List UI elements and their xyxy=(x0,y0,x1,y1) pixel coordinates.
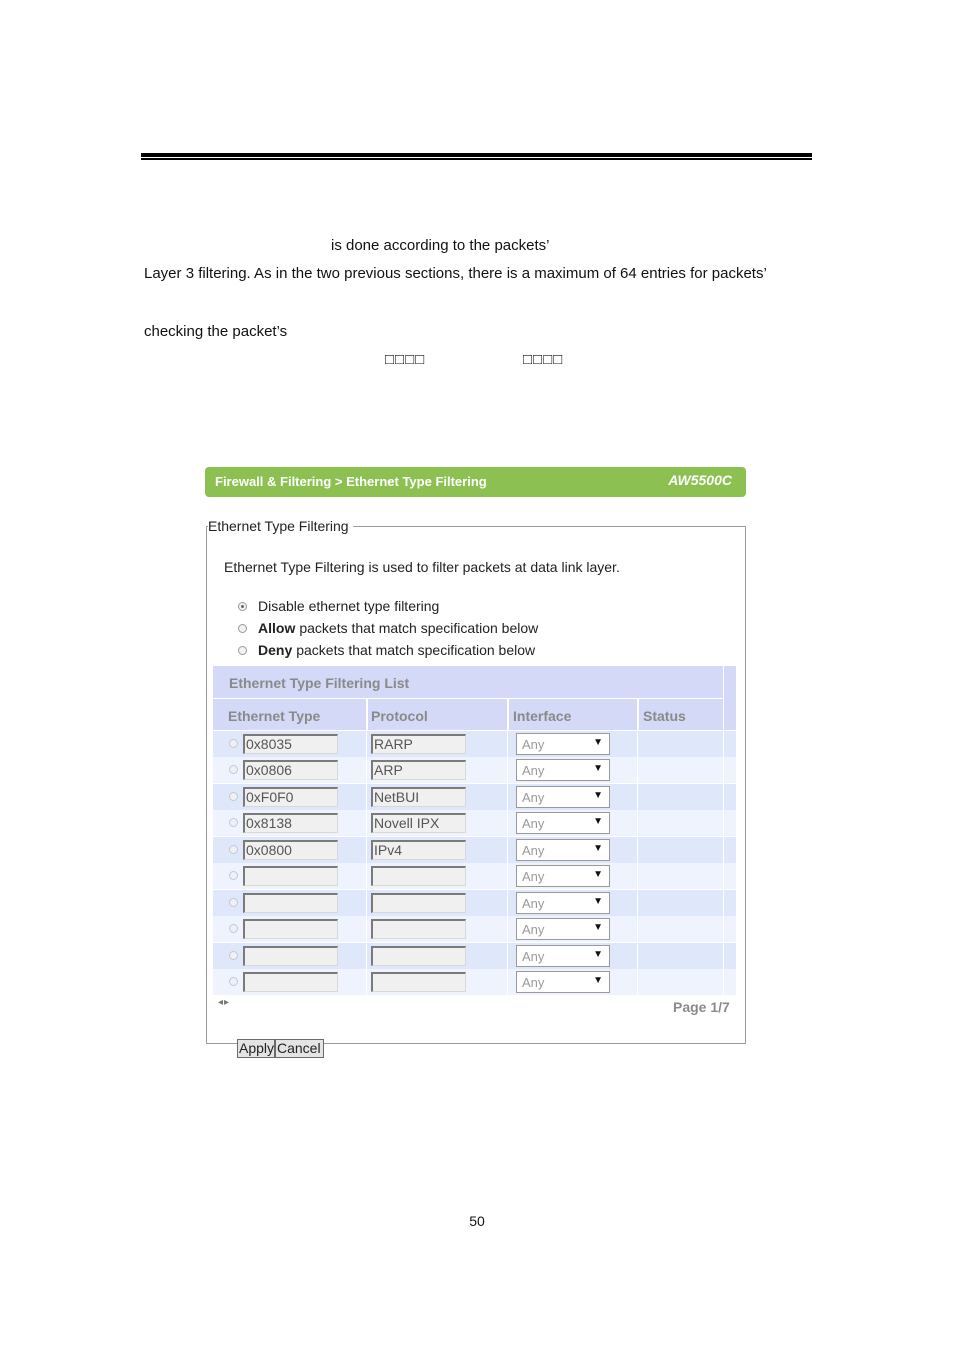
protocol-input[interactable] xyxy=(371,919,466,939)
dropdown-arrow-icon: ▼ xyxy=(593,737,603,748)
interface-select[interactable] xyxy=(516,839,610,861)
table-row xyxy=(213,837,736,863)
missing-glyphs-a: □□□□ xyxy=(385,351,426,368)
dropdown-arrow-icon: ▼ xyxy=(593,763,603,774)
table-row xyxy=(213,731,736,757)
ethernet-type-input[interactable] xyxy=(243,893,338,913)
ethernet-type-input[interactable]: 0x8138 xyxy=(243,813,338,833)
row-radio[interactable] xyxy=(229,739,238,748)
model-name: AW5500C xyxy=(668,472,732,488)
interface-select[interactable] xyxy=(516,918,610,940)
interface-select[interactable] xyxy=(516,971,610,993)
interface-value: Any xyxy=(522,843,545,858)
interface-value: Any xyxy=(522,896,545,911)
radio-disable[interactable] xyxy=(238,602,247,611)
option-deny-bold: Deny xyxy=(258,642,293,658)
protocol-input[interactable] xyxy=(371,866,466,886)
interface-value: Any xyxy=(522,737,545,752)
ethernet-type-input[interactable] xyxy=(243,919,338,939)
protocol-input[interactable] xyxy=(371,946,466,966)
top-rule xyxy=(141,153,812,157)
col-sep xyxy=(637,699,639,730)
table-row xyxy=(213,916,736,942)
breadcrumb: Firewall & Filtering > Ethernet Type Filtering xyxy=(215,474,487,489)
apply-button[interactable]: Apply xyxy=(239,1040,275,1056)
column-label-ethernet-type: Ethernet Type xyxy=(228,708,321,724)
interface-select[interactable] xyxy=(516,865,610,887)
column-header-protocol xyxy=(356,699,507,730)
radio-allow[interactable] xyxy=(238,624,247,633)
ethernet-type-input[interactable]: 0xF0F0 xyxy=(243,787,338,807)
interface-select[interactable] xyxy=(516,786,610,808)
page-number: 50 xyxy=(469,1213,485,1229)
row-radio[interactable] xyxy=(229,818,238,827)
protocol-input[interactable]: RARP xyxy=(371,734,466,754)
column-header-ethernet-type xyxy=(213,699,366,730)
protocol-input[interactable] xyxy=(371,972,466,992)
page-header-bar xyxy=(205,467,746,497)
option-allow[interactable] xyxy=(238,620,538,636)
row-radio[interactable] xyxy=(229,792,238,801)
interface-select[interactable] xyxy=(516,892,610,914)
row-radio[interactable] xyxy=(229,924,238,933)
table-row xyxy=(213,943,736,969)
interface-select[interactable] xyxy=(516,945,610,967)
column-header-status xyxy=(628,699,723,730)
dropdown-arrow-icon: ▼ xyxy=(593,816,603,827)
filter-description: Ethernet Type Filtering is used to filter packets at data link layer. xyxy=(224,559,620,575)
dropdown-arrow-icon: ▼ xyxy=(593,790,603,801)
body-text-line-1: is done according to the packets’ xyxy=(331,237,550,254)
table-row xyxy=(213,784,736,810)
interface-value: Any xyxy=(522,869,545,884)
option-allow-label: packets that match specification below xyxy=(299,620,539,636)
table-row xyxy=(213,863,736,889)
dropdown-arrow-icon: ▼ xyxy=(593,896,603,907)
column-label-status: Status xyxy=(643,708,686,724)
interface-select[interactable] xyxy=(516,733,610,755)
dropdown-arrow-icon: ▼ xyxy=(593,869,603,880)
protocol-input[interactable]: Novell IPX xyxy=(371,813,466,833)
column-header-interface xyxy=(498,699,637,730)
table-row xyxy=(213,890,736,916)
dropdown-arrow-icon: ▼ xyxy=(593,975,603,986)
protocol-input[interactable]: IPv4 xyxy=(371,840,466,860)
row-radio[interactable] xyxy=(229,765,238,774)
interface-value: Any xyxy=(522,763,545,778)
ethernet-type-input[interactable] xyxy=(243,972,338,992)
top-rule-thin xyxy=(141,158,812,160)
protocol-input[interactable] xyxy=(371,893,466,913)
list-title: Ethernet Type Filtering List xyxy=(229,675,410,691)
protocol-input[interactable]: NetBUI xyxy=(371,787,466,807)
interface-select[interactable] xyxy=(516,759,610,781)
header-side-strip xyxy=(724,666,736,730)
missing-glyphs-b: □□□□ xyxy=(523,351,564,368)
interface-value: Any xyxy=(522,949,545,964)
option-allow-bold: Allow xyxy=(258,620,296,636)
ethernet-type-input[interactable]: 0x0800 xyxy=(243,840,338,860)
radio-deny[interactable] xyxy=(238,646,247,655)
ethernet-type-input[interactable] xyxy=(243,946,338,966)
column-label-protocol: Protocol xyxy=(371,708,428,724)
row-radio[interactable] xyxy=(229,845,238,854)
dropdown-arrow-icon: ▼ xyxy=(593,922,603,933)
cancel-button[interactable]: Cancel xyxy=(275,1039,324,1058)
dropdown-arrow-icon: ▼ xyxy=(593,843,603,854)
interface-value: Any xyxy=(522,922,545,937)
interface-value: Any xyxy=(522,816,545,831)
dropdown-arrow-icon: ▼ xyxy=(593,949,603,960)
column-label-interface: Interface xyxy=(513,708,572,724)
row-radio[interactable] xyxy=(229,871,238,880)
option-deny[interactable] xyxy=(238,642,535,658)
col-sep xyxy=(507,699,509,730)
interface-value: Any xyxy=(522,975,545,990)
option-disable[interactable] xyxy=(238,598,439,614)
table-row xyxy=(213,810,736,836)
row-radio[interactable] xyxy=(229,898,238,907)
table-row xyxy=(213,969,736,995)
option-deny-label: packets that match specification below xyxy=(296,642,536,658)
pager-arrows-icon[interactable]: ◂▸ xyxy=(218,997,231,1008)
ethernet-type-input[interactable]: 0x8035 xyxy=(243,734,338,754)
ethernet-type-input[interactable]: 0x0806 xyxy=(243,760,338,780)
protocol-input[interactable]: ARP xyxy=(371,760,466,780)
interface-select[interactable] xyxy=(516,812,610,834)
ethernet-type-input[interactable] xyxy=(243,866,338,886)
fieldset-legend: Ethernet Type Filtering xyxy=(208,518,353,534)
col-sep xyxy=(366,699,368,730)
interface-value: Any xyxy=(522,790,545,805)
row-radio[interactable] xyxy=(229,951,238,960)
row-radio[interactable] xyxy=(229,977,238,986)
body-text-line-2: Layer 3 filtering. As in the two previous sections, there is a maximum of 64 entries for packets’ xyxy=(144,265,767,282)
page-indicator: Page 1/7 xyxy=(673,999,730,1015)
option-disable-label: Disable ethernet type filtering xyxy=(258,598,440,614)
table-row xyxy=(213,757,736,783)
list-title-bar xyxy=(213,666,723,698)
body-text-line-3: checking the packet’s xyxy=(144,323,288,340)
